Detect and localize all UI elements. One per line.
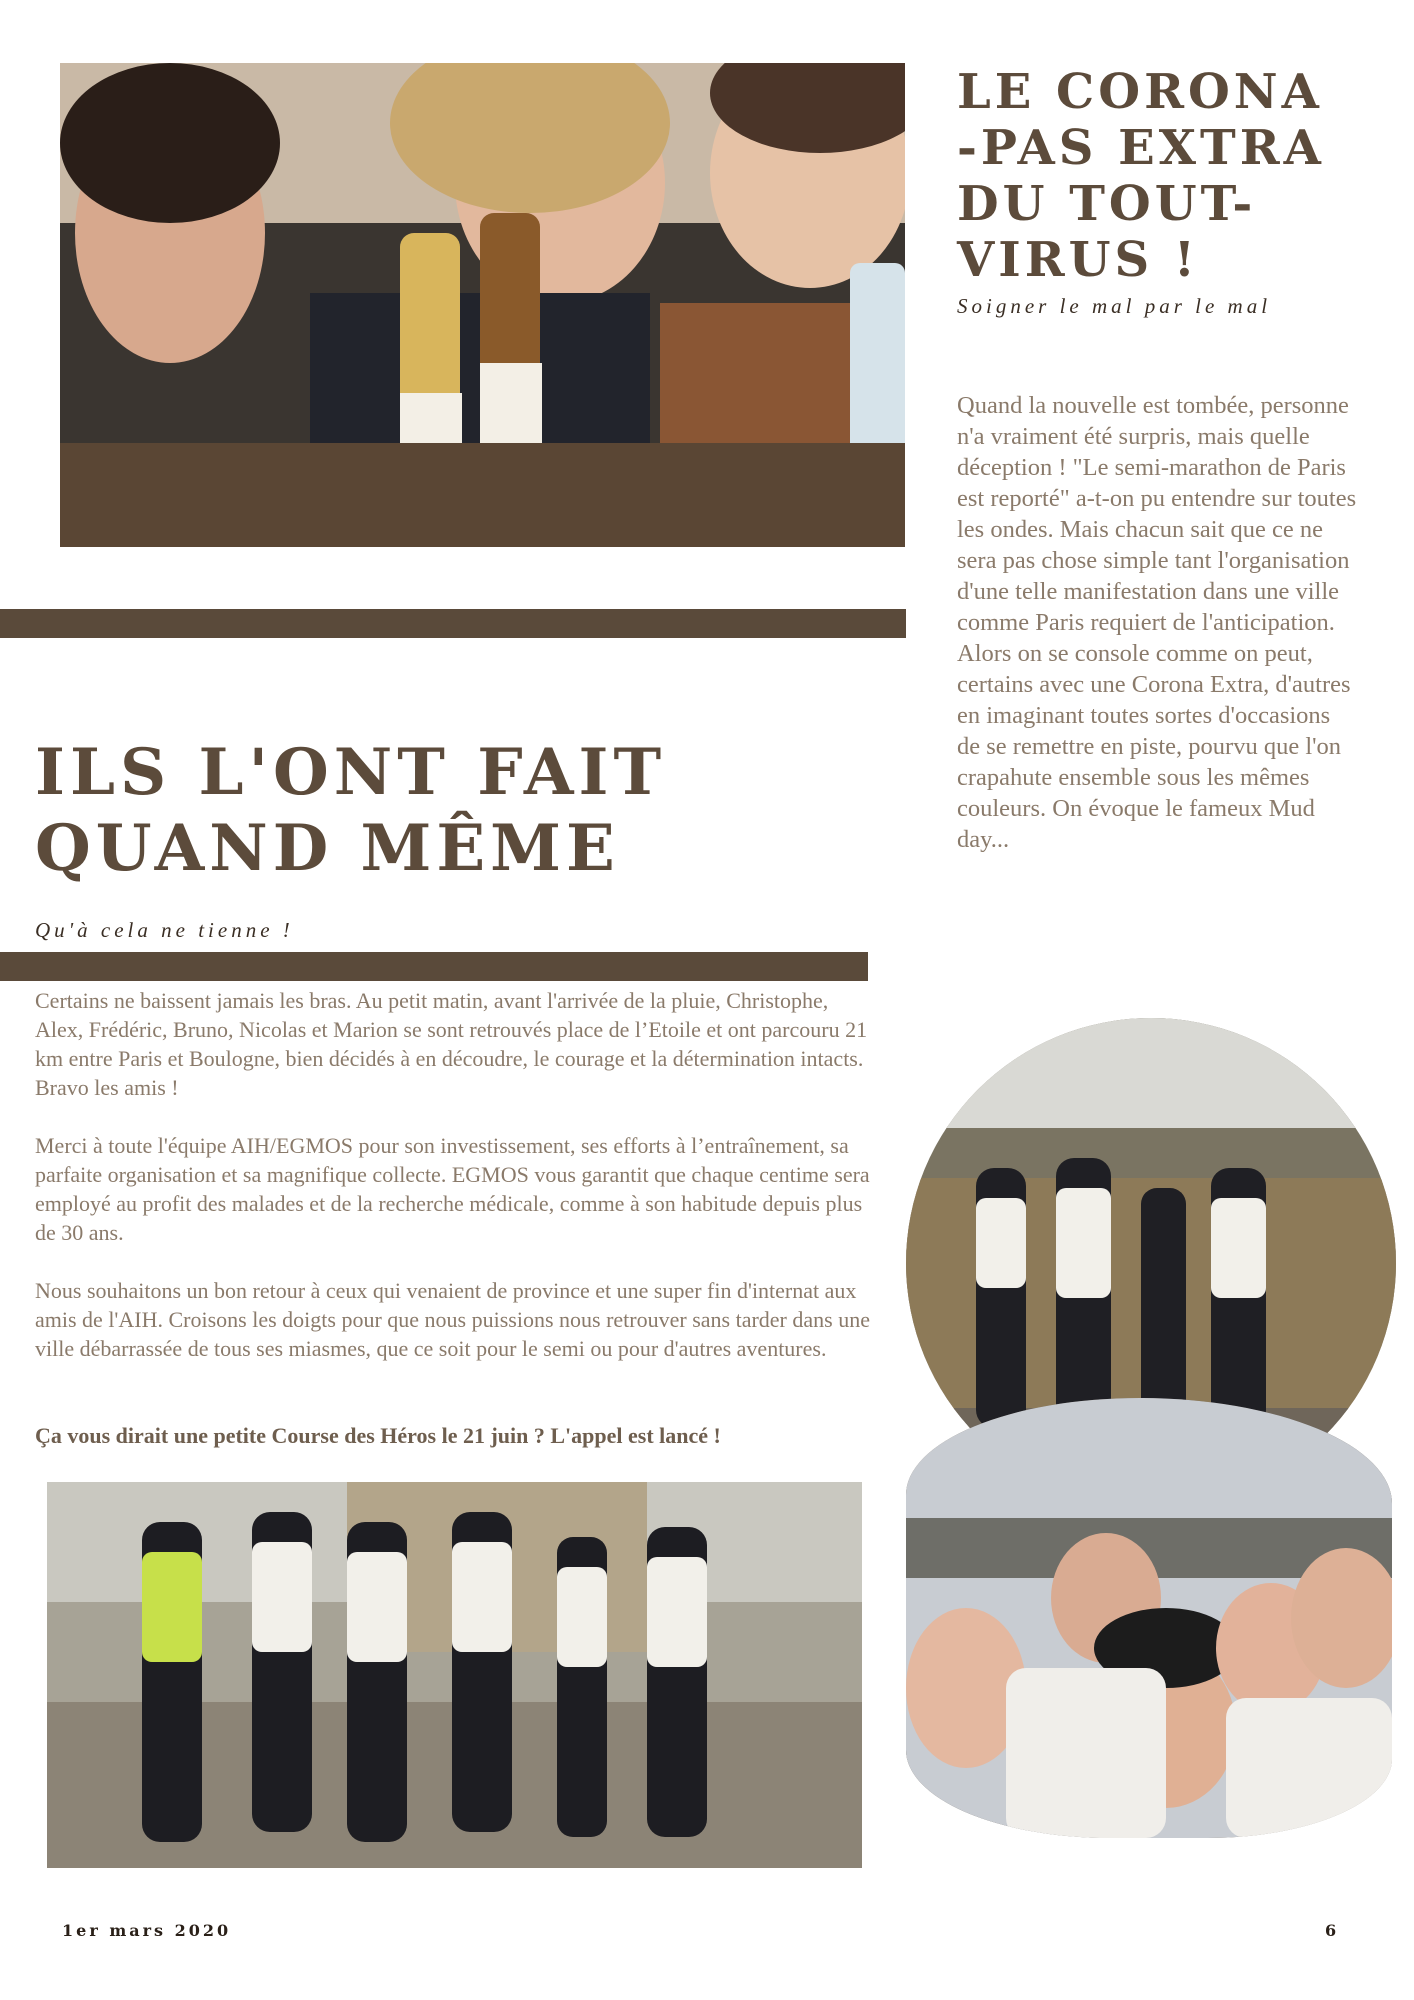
article-paragraph-2: Merci à toute l'équipe AIH/EGMOS pour son investissement, ses efforts à l’entraînement, sa parfaite organisation et sa magnifique collecte. EGMOS vous garantit que chaque centime sera employé au profit des malades et de la recherche médicale, comme à son habitude depuis plus de 30 ans. [35, 1133, 870, 1245]
divider-top [0, 609, 906, 638]
article-paragraph-3: Nous souhaitons un bon retour à ceux qui venaient de province et une super fin d'internat aux amis de l'AIH. Croisons les doigts pour que nous puissions nous retrouver sans tarder dans une ville débarrassée de tous ses miasmes, que ce soit pour le semi ou pour d'autres aventures. [35, 1278, 870, 1361]
photo-runners-selfie [906, 1398, 1392, 1838]
footer-date: 1er mars 2020 [62, 1921, 232, 1940]
article-paragraph-call-to-action: Ça vous dirait une petite Course des Héros le 21 juin ? L'appel est lancé ! [35, 1423, 721, 1448]
article-subtitle-main: Qu'à cela ne tienne ! [35, 918, 294, 942]
article-title-corona: LE CORONA -PAS EXTRA DU TOUT- VIRUS ! [957, 64, 1325, 288]
article-body-corona: Quand la nouvelle est tombée, personne n'a vraiment été surpris, mais quelle déception ! "Le semi-marathon de Paris est reporté" a-t-on pu entendre sur toutes les ondes. Mais chacun sait que ce ne sera pas chose simple tant l'organisation d'une telle manifestation dans une ville comme Paris requiert de l'anticipation. Alors on se console comme on peut, certains avec une Corona Extra, d'autres en imaginant toutes sortes d'occasions de se remettre en piste, pourvu que l'on crapahute ensemble sous les mêmes couleurs. On évoque le fameux Mud day... [957, 392, 1357, 853]
photo-runners-arc [47, 1482, 862, 1868]
article-paragraph-1: Certains ne baissent jamais les bras. Au petit matin, avant l'arrivée de la pluie, Christophe, Alex, Frédéric, Bruno, Nicolas et Marion se sont retrouvés place de l’Etoile et ont parcouru 21 km entre Paris et Boulogne, bien décidés à en découdre, le courage et la détermination intacts. Bravo les amis ! [35, 988, 868, 1100]
photo-corona-toast [60, 63, 905, 547]
article-subtitle-corona: Soigner le mal par le mal [957, 294, 1272, 318]
divider-middle [0, 952, 868, 981]
page-number: 6 [1325, 1921, 1340, 1940]
article-title-main: ILS L'ONT FAIT QUAND MÊME [35, 735, 667, 886]
